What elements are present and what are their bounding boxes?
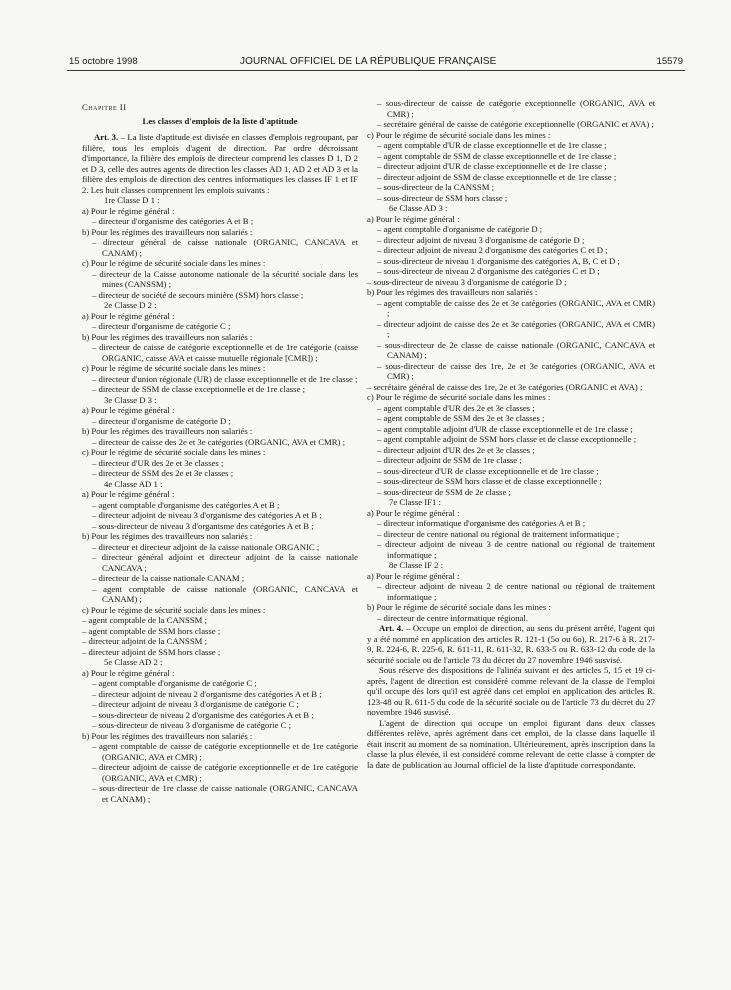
regime-heading: a) Pour le régime général : [367, 570, 460, 581]
class-heading: 8e Classe IF 2 : [389, 560, 444, 570]
section-heading: Les classes d'emplois de la liste d'aptitude [142, 115, 298, 126]
class-heading: 6e Classe AD 3 : [389, 203, 448, 213]
regime-heading: b) Pour les régimes des travailleurs non salariés : [82, 426, 253, 436]
list-item: – directeur de SSM de classe exceptionnelle et de 1re classe ; [92, 384, 306, 394]
header-rule [67, 70, 685, 71]
class-heading: 3e Classe D 3 : [104, 394, 157, 405]
list-item: – directeur adjoint de niveau 3 d'organisme des catégories A et B ; [92, 510, 322, 520]
right-column [367, 98, 655, 770]
list-item: – directeur adjoint de niveau 3 d'organisme de catégorie C ; [92, 699, 299, 709]
list-item: – sous-directeur de 2e classe de caisse nationale (ORGANIC, CANCAVA et CANAM) ; [377, 339, 655, 360]
article-number: Art. 3. [94, 132, 119, 142]
list-item: – agent comptable d'organisme de catégorie C ; [92, 678, 257, 688]
list-item: – agent comptable d'UR des 2e et 3e classes ; [377, 402, 535, 413]
list-item: – agent comptable de caisse de catégorie exceptionnelle et de 1re catégorie (ORGANIC, AVA et CMR) ; [92, 741, 358, 762]
article-text: – Occupe un emploi de direction, au sens du présent arrêté, l'agent qui y a été nommé en application des articles R. 121-1 (5o ou 6o), R. 217-6 à R. 217-9, R. 224-6, R. 225-6, R. 611-11, R. 611-32, R. 633-5 ou R. 633-12 du code de la sécurité sociale ou de l'article 73 du décret du 27 novembre 1946 susvisé. [367, 623, 655, 665]
class-heading: 4e Classe AD 1 : [104, 478, 163, 489]
list-item: – agent comptable adjoint de SSM hors classe et de classe exceptionnelle ; [377, 434, 637, 444]
list-item: – directeur de SSM des 2e et 3e classes ; [92, 468, 234, 478]
article-paragraph [82, 132, 358, 195]
list-item: – directeur d'organisme de catégorie D ; [92, 415, 231, 426]
list-item: – sous-directeur de SSM hors classe et de classe exceptionnelle ; [377, 476, 602, 486]
list-item: – sous-directeur de niveau 2 d'organisme des catégories A et B ; [92, 709, 314, 720]
regime-heading: b) Pour les régimes des travailleurs non salariés : [367, 287, 538, 297]
list-item: – sous-directeur de niveau 3 d'organisme des catégories A et B ; [92, 520, 314, 531]
regime-heading: a) Pour le régime général : [367, 213, 460, 224]
list-item: – directeur adjoint d'UR de classe exceptionnelle et de 1re classe ; [377, 161, 607, 171]
list-item: – sous-directeur de SSM hors classe ; [377, 192, 508, 203]
list-item: – secrétaire général de caisse de catégorie exceptionnelle (ORGANIC et AVA) ; [377, 119, 654, 129]
regime-heading: – directeur adjoint de la CANSSM ; [82, 636, 207, 646]
list-item: – sous-directeur de niveau 2 d'organisme des catégories C et D ; [377, 266, 600, 276]
header-page-number: 15579 [656, 56, 683, 67]
list-item: – directeur d'organisme de catégorie C ; [92, 321, 231, 331]
list-item: – directeur adjoint de SSM de 1re classe ; [377, 455, 522, 465]
class-heading: 5e Classe AD 2 : [104, 657, 163, 667]
body-paragraph: Sous réserve des dispositions de l'alinéa suivant et des articles 5, 15 et 19 ci-après, l'agent de direction est considéré comme relevant de la classe de l'emploi qu'il occupe dès lors qu'il est agréé dans cet emploi en application des articles R. 123-48 ou R. 611-5 du code de la sécurité sociale ou de l'article 73 du décret du 27 novembre 1946 susvisé. [367, 665, 655, 717]
regime-heading: b) Pour le régime de sécurité sociale dans les mines : [367, 602, 551, 612]
regime-heading: – secrétaire général de caisse des 1re, 2e et 3e catégories (ORGANIC et AVA) ; [367, 381, 643, 392]
list-item: – agent comptable de caisse nationale (ORGANIC, CANCAVA et CANAM) ; [92, 583, 358, 604]
regime-heading: c) Pour le régime de sécurité sociale dans les mines : [82, 258, 266, 268]
list-item: – sous-directeur de 1re classe de caisse nationale (ORGANIC, CANCAVA et CANAM) ; [92, 783, 358, 804]
list-item: – directeur adjoint de caisse des 2e et 3e catégories (ORGANIC, AVA et CMR) ; [377, 318, 655, 339]
chapter-heading: Chapitre II [82, 102, 127, 112]
list-item: – sous-directeur de niveau 3 d'organisme de catégorie C ; [92, 720, 291, 730]
list-item: – agent comptable d'UR de classe exceptionnelle et de 1re classe ; [377, 140, 607, 150]
class-heading: 1re Classe D 1 : [104, 195, 160, 205]
list-item: – directeur d'organisme des catégories A et B ; [92, 216, 254, 226]
regime-heading: b) Pour les régimes des travailleurs non salariés : [82, 331, 253, 342]
list-item: – agent comptable d'organisme de catégorie D ; [377, 224, 543, 234]
list-item: – directeur adjoint de caisse de catégorie exceptionnelle et de 1re catégorie (ORGANIC, AVA et CMR) ; [92, 762, 358, 783]
regime-heading: a) Pour le régime général : [82, 205, 175, 216]
list-item: – directeur de caisse de catégorie exceptionnelle et de 1re catégorie (caisse ORGANIC, caisse AVA et caisse mutuelle régionale [CMR]) ; [92, 342, 358, 363]
list-item: – directeur adjoint de niveau 2 d'organisme des catégories C et D ; [377, 245, 608, 255]
list-item: – sous-directeur de la CANSSM ; [377, 182, 495, 192]
list-item: – agent comptable de SSM des 2e et 3e classes ; [377, 413, 545, 423]
regime-heading: c) Pour le régime de sécurité sociale dans les mines : [82, 363, 266, 373]
regime-heading: b) Pour les régimes des travailleurs non salariés : [82, 730, 253, 741]
regime-heading: c) Pour le régime de sécurité sociale dans les mines : [367, 129, 551, 140]
regime-heading: c) Pour le régime de sécurité sociale dans les mines : [82, 447, 266, 457]
regime-heading: a) Pour le régime général : [82, 667, 175, 678]
article-text: – La liste d'aptitude est divisée en classes d'emplois regroupant, par filière, tous les emplois d'agent de direction. Par ordre décroissant d'importance, la filière des emplois de directeur comprend les classes D 1, D 2 et D 3, celle des autres agents de direction les classes AD 1, AD 2 et AD 3 et la filière des emplois de direction des centres informatiques les classes IF 1 et IF 2. Les huit classes comprennent les emplois suivants : [82, 132, 358, 195]
list-item: – agent comptable de caisse des 2e et 3e catégories (ORGANIC, AVA et CMR) ; [377, 297, 655, 318]
body-paragraph: L'agent de direction qui occupe un emploi figurant dans deux classes différentes relève, après agrément dans cet emploi, de la classe dans laquelle il était inscrit au moment de sa nomination. Ultérieurement, après inscription dans la classe la plus élevée, il est considéré comme relevant de cette classe à compter de la date de publication au Journal officiel de la liste d'aptitude correspondante. [367, 717, 655, 770]
article-paragraph [367, 623, 655, 665]
list-item: – directeur adjoint de niveau 3 d'organisme de catégorie D ; [377, 234, 585, 245]
regime-heading: a) Pour le régime général : [367, 507, 460, 518]
regime-heading: a) Pour le régime général : [82, 310, 175, 321]
list-item: – directeur adjoint d'UR des 2e et 3e classes ; [377, 444, 535, 455]
list-item: – directeur informatique d'organisme des catégories A et B ; [377, 518, 586, 528]
list-item: – directeur adjoint de niveau 2 de centre national ou régional de traitement informatique ; [377, 581, 655, 602]
list-item: – directeur général de caisse nationale (ORGANIC, CANCAVA et CANAM) ; [92, 237, 358, 258]
left-column [82, 96, 358, 804]
list-item: – agent comptable adjoint d'UR de classe exceptionnelle et de 1re classe ; [377, 423, 633, 434]
class-heading: 7e Classe IF1 : [389, 497, 441, 507]
list-item: – directeur d'union régionale (UR) de classe exceptionnelle et de 1re classe ; [92, 373, 358, 384]
list-item: – sous-directeur de SSM de 2e classe ; [377, 486, 511, 497]
regime-heading: c) Pour le régime de sécurité sociale dans les mines : [82, 604, 266, 615]
regime-heading: a) Pour le régime général : [82, 405, 175, 415]
regime-heading: b) Pour les régimes des travailleurs non salariés : [82, 531, 253, 541]
regime-heading: a) Pour le régime général : [82, 489, 175, 499]
regime-heading: – directeur adjoint de SSM hors classe ; [82, 646, 221, 657]
list-item: – directeur d'UR des 2e et 3e classes ; [92, 457, 224, 468]
list-item: – directeur de la Caisse autonome nationale de la sécurité sociale dans les mines (CANSSM) ; [92, 268, 358, 289]
list-item: – directeur adjoint de SSM de classe exceptionnelle et de 1re classe ; [377, 171, 617, 182]
list-item: – sous-directeur de caisse de catégorie exceptionnelle (ORGANIC, AVA et CMR) ; [377, 98, 655, 119]
list-item: – directeur et directeur adjoint de la caisse nationale ORGANIC ; [92, 541, 320, 552]
header-date: 15 octobre 1998 [69, 56, 138, 67]
class-heading: 2e Classe D 2 : [104, 300, 157, 310]
list-item: – sous-directeur de caisse des 1re, 2e et 3e catégories (ORGANIC, AVA et CMR) ; [377, 360, 655, 381]
list-item: – directeur de centre national ou régional de traitement informatique ; [377, 528, 620, 539]
list-item: – directeur de la caisse nationale CANAM ; [92, 573, 245, 583]
regime-heading: b) Pour les régimes des travailleurs non salariés : [82, 226, 253, 237]
list-item: – directeur adjoint de niveau 3 de centre national ou régional de traitement informatique ; [377, 539, 655, 560]
regime-heading: – agent comptable de SSM hors classe ; [82, 625, 221, 636]
list-item: – directeur adjoint de niveau 2 d'organisme des catégories A et B ; [92, 688, 322, 699]
list-item: – sous-directeur d'UR de classe exceptionnelle et de 1re classe ; [377, 465, 599, 476]
regime-heading: c) Pour le régime de sécurité sociale dans les mines : [367, 392, 551, 402]
list-item: – directeur général adjoint et directeur adjoint de la caisse nationale CANCAVA ; [92, 552, 358, 573]
header-title: JOURNAL OFFICIEL DE LA RÉPUBLIQUE FRANÇAISE [240, 56, 497, 67]
regime-heading: – sous-directeur de niveau 3 d'organisme de catégorie D ; [367, 276, 567, 287]
list-item: – directeur de société de secours minière (SSM) hors classe ; [92, 289, 304, 300]
list-item: – sous-directeur de niveau 1 d'organisme des catégories A, B, C et D ; [377, 255, 620, 266]
list-item: – directeur de caisse des 2e et 3e catégories (ORGANIC, AVA et CMR) ; [92, 436, 346, 447]
article-number: Art. 4. [379, 623, 404, 633]
regime-heading: – agent comptable de la CANSSM ; [82, 615, 207, 625]
list-item: – agent comptable d'organisme des catégories A et B ; [92, 499, 280, 510]
list-item: – directeur de centre informatique régional. [377, 612, 528, 623]
list-item: – agent comptable de SSM de classe exceptionnelle et de 1re classe ; [377, 150, 617, 161]
